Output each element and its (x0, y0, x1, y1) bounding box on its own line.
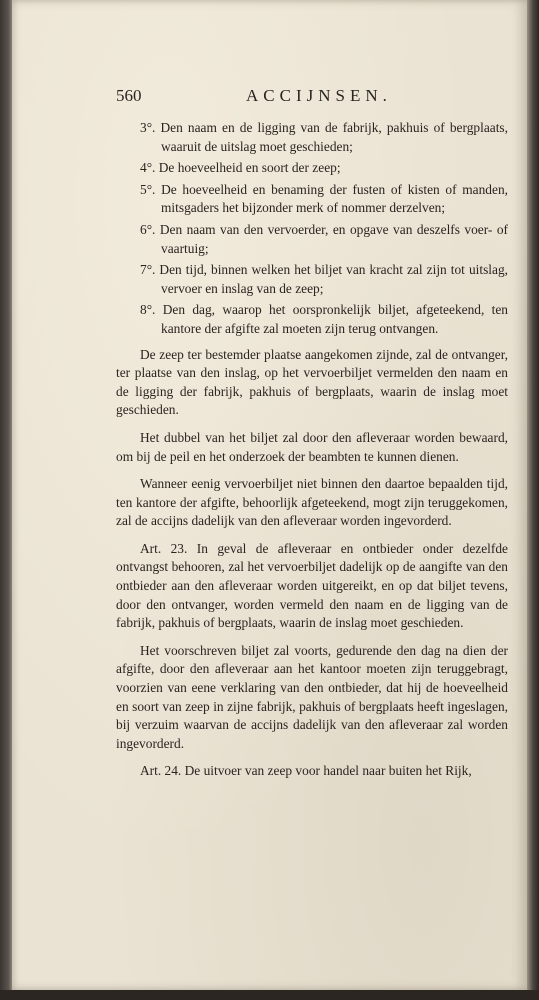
paragraph: De zeep ter bestemder plaatse aangekomen zijnde, zal de ontvanger, ter plaatse van den inslag, op het vervoerbiljet vermelden den naam en de ligging der fabrijk, pakhuis of bergplaats, waarin de inslag moet geschieden. (116, 346, 508, 418)
list-item: 3°. Den naam en de ligging van de fabrijk, pakhuis of bergplaats, waaruit de uitslag moet geschieden; (140, 120, 508, 154)
book-page (12, 0, 527, 990)
page-number: 560 (116, 86, 142, 105)
list-item: 7°. Den tijd, binnen welken het biljet van kracht zal zijn tot uitslag, vervoer en inslag van de zeep; (140, 262, 508, 296)
list-item: 5°. De hoeveelheid en benaming der fusten of kisten of manden, mitsgaders het bijzonder merk of nommer derzelven; (140, 181, 508, 216)
paragraph: Wanneer eenig vervoerbiljet niet binnen den daartoe bepaalden tijd, ten kantore der afgifte, behoorlijk afgeteekend, mogt zijn teruggekomen, zal de accijns dadelijk van den afleveraar worden ingevorderd. (116, 476, 508, 529)
scan-border-bottom (0, 990, 539, 1000)
list-item: 8°. Den dag, waarop het oorspronkelijk biljet, afgeteekend, ten kantore der afgifte zal moeten zijn terug ontvangen. (140, 302, 508, 336)
list-item: 4°. De hoeveelheid en soort der zeep; (140, 160, 341, 176)
page-header (116, 86, 398, 110)
scan-border-left (0, 0, 12, 1000)
article-paragraph: Art. 24. De uitvoer van zeep voor handel naar buiten het Rijk, (140, 763, 472, 779)
list-item: 6°. Den naam van den vervoerder, en opgave van deszelfs voer- of vaartuig; (140, 221, 508, 256)
scan-border-right (527, 0, 539, 1000)
paragraph: Het voorschreven biljet zal voorts, gedurende den dag na dien der afgifte, door den afleveraar aan het kantoor moeten zijn teruggebragt, voorzien van eene verklaring van den ontbieder, dat hij de hoeveelheid en soort van zeep in zijne fabrijk, pakhuis of bergplaats heeft ingeslagen, bij verzuim waarvan de accijns dadelijk van den afleveraar zal worden ingevorderd. (116, 642, 508, 751)
page-body (116, 119, 508, 781)
paragraph: Het dubbel van het biljet zal door den afleveraar worden bewaard, om bij de peil en het onderzoek der beambten te kunnen dienen. (116, 429, 508, 464)
article-paragraph: Art. 23. In geval de afleveraar en ontbieder onder dezelfde ontvangst behooren, zal het vervoerbiljet dadelijk op de aangifte van den ontbieder aan den afleveraar worden uitgereikt, en op dat biljet tevens, door den ontvanger, worden vermeld den naam en de ligging van de fabrijk, pakhuis of bergplaats, waarin de inslag moet geschieden. (116, 540, 508, 631)
running-title: ACCIJNSEN. (246, 86, 392, 105)
